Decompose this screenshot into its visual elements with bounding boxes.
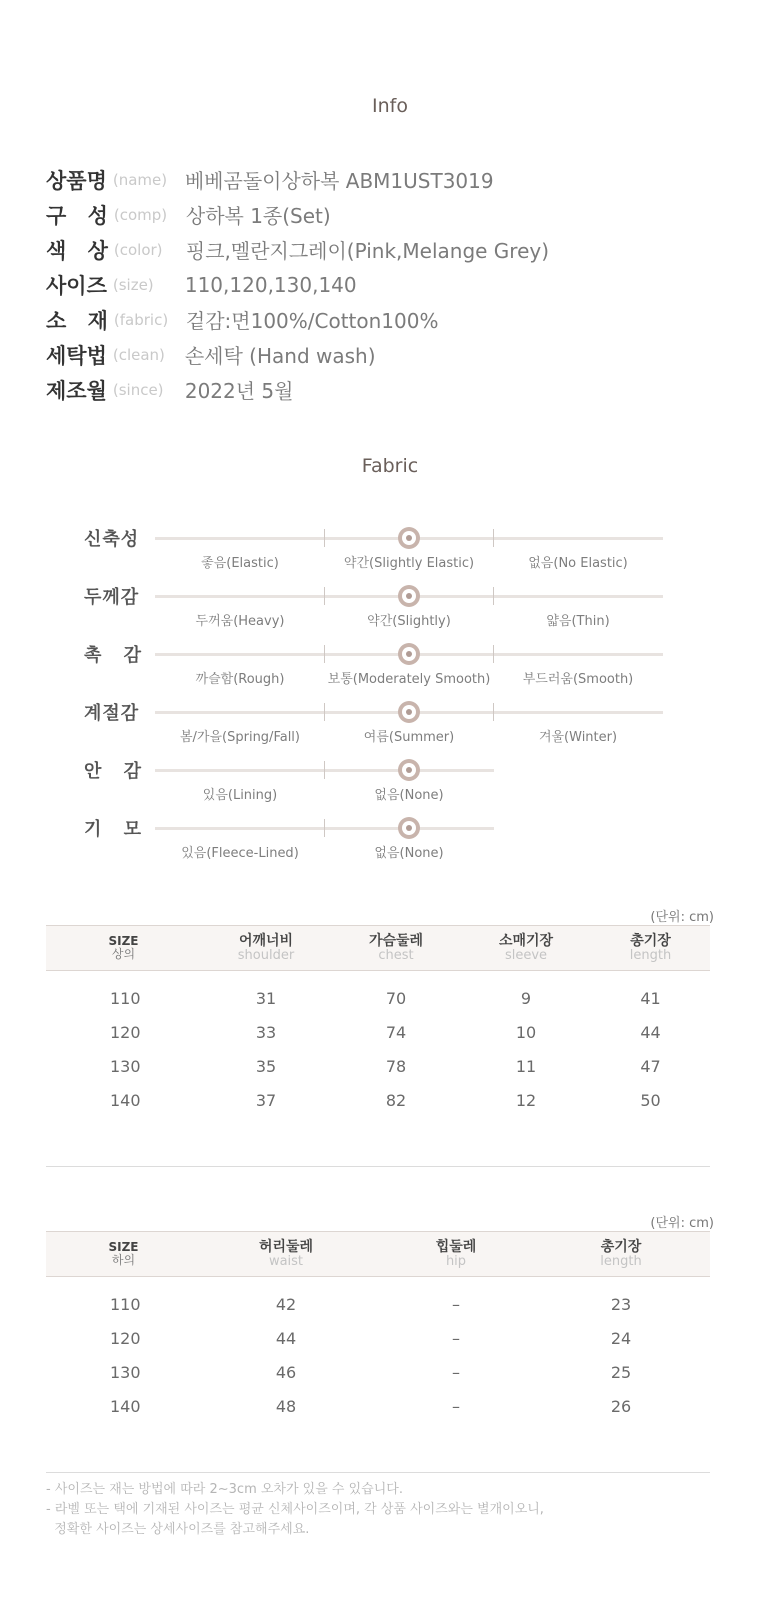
fabric-row: [0, 699, 780, 757]
size-cell: 140: [110, 1396, 141, 1416]
measurement-cell: 41: [640, 988, 661, 1008]
info-eng-label: (clean): [112, 345, 165, 364]
fabric-option-label: 있음(Lining): [202, 788, 278, 803]
fabric-row-label: 안 감: [84, 761, 143, 782]
fabric-option-label: 없음(No Elastic): [528, 556, 628, 571]
size-cell: 140: [110, 1090, 141, 1110]
fabric-scale-tick: [324, 703, 325, 721]
column-header: [201, 1232, 371, 1276]
measurement-cell: 47: [640, 1056, 661, 1076]
note-line: - 라벨 또는 택에 기재된 사이즈는 평균 신체사이즈이며, 각 상품 사이즈와는 별개이오니,: [46, 1502, 544, 1517]
table-row: [46, 1389, 710, 1423]
fabric-scale-tick: [493, 645, 494, 663]
fabric-scale-tick: [324, 761, 325, 779]
fabric-selected-marker: [398, 643, 420, 665]
info-list: [46, 162, 549, 407]
fabric-option-label: 얇음(Thin): [546, 614, 610, 629]
info-eng-label: (size): [112, 275, 154, 294]
info-row: [46, 197, 549, 232]
info-row: [46, 337, 549, 372]
note-line: - 사이즈는 재는 방법에 따라 2~3cm 오차가 있을 수 있습니다.: [46, 1482, 403, 1497]
fabric-selected-marker: [398, 585, 420, 607]
fabric-row-label: 기 모: [84, 819, 143, 840]
column-header-eng: length: [600, 1254, 642, 1269]
column-header: [591, 926, 710, 970]
info-value: 2022년 5월: [184, 379, 294, 403]
fabric-option-label: 겨울(Winter): [538, 730, 618, 745]
section-divider: [46, 1166, 710, 1167]
measurement-cell: –: [452, 1362, 460, 1382]
info-row: [46, 267, 549, 302]
fabric-row: [0, 583, 780, 641]
measurement-cell: 35: [255, 1056, 277, 1076]
measurement-cell: 48: [275, 1396, 297, 1416]
measurement-cell: 82: [385, 1090, 407, 1110]
fabric-option-label: 두꺼움(Heavy): [195, 614, 285, 629]
unit-label: (단위: cm): [650, 1216, 714, 1231]
column-header-label: 힙둘레: [435, 1239, 477, 1255]
fabric-selected-marker: [398, 527, 420, 549]
fabric-scale-tick: [324, 529, 325, 547]
info-row: [46, 232, 549, 267]
section-divider: [46, 1472, 710, 1473]
fabric-row: [0, 525, 780, 583]
info-row: [46, 302, 549, 337]
measurement-cell: 74: [385, 1022, 407, 1042]
table-header: [46, 1231, 710, 1277]
size-cell: 110: [110, 988, 141, 1008]
table-row: [46, 1049, 710, 1083]
column-header-label: 총기장: [600, 1239, 642, 1255]
info-title: Info: [364, 94, 416, 118]
fabric-row-label: 계절감: [84, 703, 140, 724]
info-eng-label: (comp): [113, 205, 168, 224]
column-header-label: 소매기장: [498, 933, 554, 949]
info-eng-label: (since): [112, 380, 164, 399]
info-label: 세탁법: [46, 343, 107, 368]
measurement-cell: 44: [275, 1328, 297, 1348]
fabric-row: [0, 815, 780, 873]
info-row: [46, 162, 549, 197]
measurement-cell: 10: [515, 1022, 537, 1042]
fabric-scale-tick: [493, 703, 494, 721]
measurement-cell: –: [452, 1328, 460, 1348]
measurement-cell: 11: [515, 1056, 537, 1076]
fabric-row-label: 촉 감: [84, 645, 143, 666]
column-header: [541, 1232, 701, 1276]
column-header-eng: waist: [268, 1254, 304, 1269]
measurement-cell: 42: [275, 1294, 297, 1314]
size-header-label: SIZE: [108, 1240, 139, 1254]
measurement-cell: 24: [610, 1328, 632, 1348]
fabric-row-label: 신축성: [84, 529, 140, 550]
fabric-option-label: 까슬함(Rough): [195, 672, 285, 687]
measurement-cell: 25: [610, 1362, 632, 1382]
measurement-cell: 31: [255, 988, 277, 1008]
fabric-selected-marker: [398, 701, 420, 723]
size-cell: 130: [110, 1362, 141, 1382]
fabric-option-label: 부드러움(Smooth): [522, 672, 634, 687]
size-cell: 110: [110, 1294, 141, 1314]
fabric-option-label: 좋음(Elastic): [201, 556, 279, 571]
column-header: [331, 926, 461, 970]
note-line: 정확한 사이즈는 상세사이즈를 참고해주세요.: [46, 1522, 310, 1537]
table-body: [46, 1287, 710, 1423]
top-size-table: [46, 925, 710, 1117]
measurement-cell: 37: [255, 1090, 277, 1110]
column-header: [201, 926, 331, 970]
info-eng-label: (fabric): [113, 310, 169, 329]
measurement-cell: –: [452, 1294, 460, 1314]
fabric-row: [0, 757, 780, 815]
measurement-cell: 78: [385, 1056, 407, 1076]
info-label: 사이즈: [46, 273, 107, 298]
measurement-cell: 70: [385, 988, 407, 1008]
info-row: [46, 372, 549, 407]
info-eng-label: (color): [113, 240, 163, 259]
table-row: [46, 1015, 710, 1049]
measurement-cell: –: [452, 1396, 460, 1416]
measurement-cell: 9: [520, 988, 532, 1008]
measurement-cell: 50: [640, 1090, 661, 1110]
measurement-cell: 26: [610, 1396, 632, 1416]
fabric-option-label: 봄/가을(Spring/Fall): [179, 730, 300, 745]
table-row: [46, 1287, 710, 1321]
table-row: [46, 1321, 710, 1355]
info-label: 색 상: [46, 238, 108, 263]
column-header: [461, 926, 591, 970]
fabric-selected-marker: [398, 759, 420, 781]
info-value: 겉감:면100%/Cotton100%: [185, 309, 439, 333]
column-header-eng: hip: [445, 1254, 467, 1269]
fabric-option-label: 약간(Slightly): [367, 614, 451, 629]
fabric-option-label: 보통(Moderately Smooth): [327, 672, 491, 687]
table-body: [46, 981, 710, 1117]
unit-label: (단위: cm): [650, 910, 714, 925]
fabric-option-label: 있음(Fleece-Lined): [181, 846, 299, 861]
size-header: [46, 1232, 201, 1276]
size-header: [46, 926, 201, 970]
info-label: 제조월: [46, 378, 107, 403]
column-header-label: 허리둘레: [258, 1239, 314, 1255]
fabric-option-label: 없음(None): [374, 788, 444, 803]
fabric-title: Fabric: [354, 454, 426, 478]
size-header-sub: 하의: [111, 1253, 136, 1267]
size-cell: 120: [110, 1022, 141, 1042]
fabric-selected-marker: [398, 817, 420, 839]
measurement-cell: 44: [640, 1022, 661, 1042]
column-header-label: 어깨너비: [238, 933, 294, 949]
fabric-scale-tick: [493, 587, 494, 605]
fabric-row: [0, 641, 780, 699]
fabric-section-title: [0, 454, 780, 478]
size-cell: 130: [110, 1056, 141, 1076]
fabric-option-label: 여름(Summer): [363, 730, 455, 745]
size-cell: 120: [110, 1328, 141, 1348]
table-header: [46, 925, 710, 971]
fabric-row-label: 두께감: [84, 587, 140, 608]
column-header: [371, 1232, 541, 1276]
info-value: 베베곰돌이상하복 ABM1UST3019: [184, 169, 494, 193]
measurement-cell: 46: [275, 1362, 297, 1382]
table-row: [46, 1083, 710, 1117]
info-value: 110,120,130,140: [184, 272, 357, 297]
bottom-size-table: [46, 1231, 710, 1423]
fabric-scale-tick: [324, 645, 325, 663]
column-header-eng: chest: [378, 948, 414, 963]
table-row: [46, 1355, 710, 1389]
column-header-label: 가슴둘레: [368, 933, 424, 949]
fabric-option-label: 약간(Slightly Elastic): [343, 556, 475, 571]
fabric-scale-tick: [324, 819, 325, 837]
info-value: 상하복 1종(Set): [185, 204, 331, 228]
info-label: 소 재: [46, 308, 108, 333]
info-value: 핑크,멜란지그레이(Pink,Melange Grey): [185, 239, 550, 263]
info-value: 손세탁 (Hand wash): [184, 344, 376, 368]
column-header-label: 총기장: [630, 933, 671, 949]
size-notes: [46, 1480, 544, 1540]
info-label: 구 성: [46, 203, 108, 228]
column-header-eng: sleeve: [504, 948, 548, 963]
column-header-eng: length: [629, 948, 672, 963]
size-header-label: SIZE: [108, 934, 139, 948]
fabric-scale-tick: [324, 587, 325, 605]
column-header-eng: shoulder: [237, 948, 295, 963]
measurement-cell: 33: [255, 1022, 277, 1042]
fabric-scale-tick: [493, 529, 494, 547]
info-section-title: [0, 94, 780, 118]
info-label: 상품명: [46, 168, 107, 193]
size-header-sub: 상의: [111, 947, 136, 961]
measurement-cell: 12: [515, 1090, 537, 1110]
measurement-cell: 23: [610, 1294, 632, 1314]
fabric-option-label: 없음(None): [374, 846, 444, 861]
table-row: [46, 981, 710, 1015]
info-eng-label: (name): [112, 170, 168, 189]
